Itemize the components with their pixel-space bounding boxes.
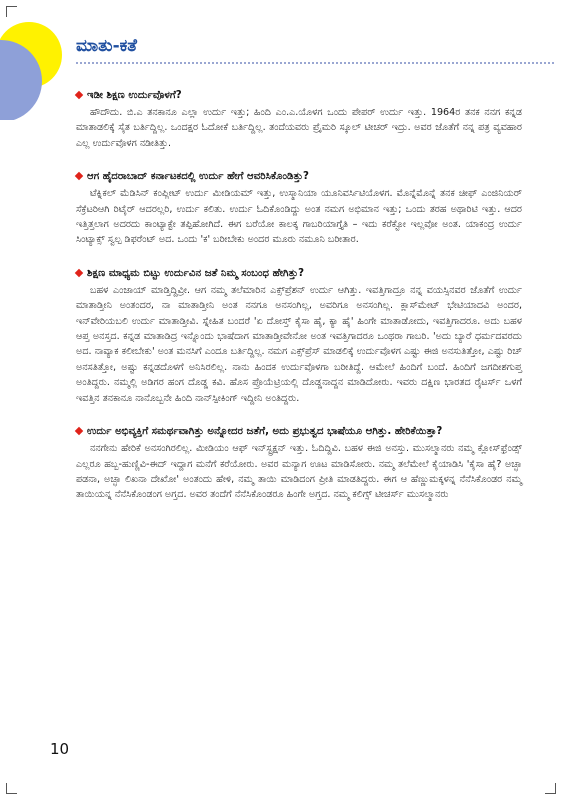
crop-mark-bottom-left	[6, 783, 17, 794]
red-diamond-bullet-icon	[75, 172, 83, 180]
qa-block	[76, 266, 522, 406]
section-title: ಮಾತು-ಕತೆ	[76, 36, 137, 56]
qa-block	[76, 88, 522, 151]
answer-text: ಟೆಕ್ನಿಕಲ್ ಮೆಡಿಸಿನ್ ಕಂಪ್ಲೀಟ್ ಉರ್ದು ಮೀಡಿಯಮ್ ಇತ್ತು, ಉಸ್ಮಾನಿಯಾ ಯೂನಿವರ್ಸಿಟಿಯೊಳಗ. ಮೊನ್ನೆಮೊನ್ನೆ ತನಕ ಚೀಫ್ ಎಂಜಿನಿಯರ್ ಸೆಕ್ರೆಟರಿಆಗಿ ರಿಟೈರ್ ಆದರಲ್ಲರಿ, ಉರ್ದು ಕಲಿತು. ಉರ್ದು ಓದಿಕೊಂಡಿದ್ದು ಅಂತ ನಮಗ ಅಭಿಮಾನ ಇತ್ತು; ಒಂದು ತರಹ ಅಥಾರಿಟಿ ಇತ್ತು. ಆದರ ಇತ್ತಿತ್ತಲಾಗ ಅದರದು ಕಾಂಟ್ಯಾಕ್ಟೇ ತಪ್ಪಿಹೋಗಿದೆ. ಈಗ ಬರೆಯೋ ಕಾಲಕ್ಕ ಗಾಬರಿಯಾಗ್ತೈತಿ – ಇದು ಕರೆಕ್ಟೋ ಇಲ್ಲವೋ ಅಂತ. ಯಾಕಂದ್ರ ಉರ್ದು ಸಿಂಟ್ಯಾಕ್ಸ್ ಸ್ವಲ್ಪ ಡಿಫರೆಂಟ್ ಅದ. ಒಂದು 'ಕ' ಬರೀಬೇಕು ಅಂದರ ಮೂರು ನಮೂನಿ ಬರೀತಾರ.	[76, 188, 522, 246]
answer-text: ಹೌದೌದು. ಬಿ.ಎ ತನಕಾನೂ ಎಲ್ಲಾ ಉರ್ದು ಇತ್ತು; ಹಿಂದಿ ಎಂ.ಎ.ಯೊಳಗ ಒಂದು ಪೇಪರ್ ಉರ್ದು ಇತ್ತು. 1964ರ ತನಕ ನನಗ ಕನ್ನಡ ಮಾತಾಡಲಿಕ್ಕೆ ಸೈತ ಬರ್ತಿದ್ದಿಲ್ಲ. ಒಂದಕ್ಷರ ಓದೋಕೆ ಬರ್ತಿದ್ದಿಲ್ಲ. ತಂದೆಯವರು ಪ್ರೈಮರಿ ಸ್ಕೂಲ್ ಟೀಚರ್ ಇದ್ರು. ಅವರ ಜೊತೆಗೆ ನನ್ನ ಪತ್ರ ವ್ಯವಹಾರ ಎಲ್ಲ ಉರ್ದುವೊಳಗ ನಡೀತಿತ್ತು.	[76, 107, 522, 149]
red-diamond-bullet-icon	[75, 427, 83, 435]
question-text: ಆಗ ಹೈದರಾಬಾದ್ ಕರ್ನಾಟಕದಲ್ಲಿ ಉರ್ದು ಹೇಗೆ ಆವರಿಸಿಕೊಂಡಿತ್ತು?	[87, 171, 309, 183]
answer-text: ಬಹಳ ಎಂಜಾಯ್ ಮಾಡ್ತಿದ್ದಿವ್ರೀ. ಆಗ ನಮ್ಮ ತಲೆಮಾರಿನ ಎಕ್ಸ್‌ಪ್ರೆಶನ್ ಉರ್ದು ಆಗಿತ್ತು. ಇವತ್ತಿಗಾದ್ರೂ ನನ್ನ ವಯಸ್ಸಿನವರ ಜೊತೆಗೆ ಉರ್ದು ಮಾತಾಡ್ತೀನಿ ಅಂತಂದರ, ನಾ ಮಾತಾಡ್ತೀನಿ ಅಂತ ನನಗೂ ಅನಸಂಗಿಲ್ಲ, ಅವರಿಗೂ ಅನಸಂಗಿಲ್ಲ. ಕ್ಲಾಸ್‌ಮೇಟ್ ಭೇಟಿಯಾದವಿ ಅಂದರ, ಇನ್‌ವೇರಿಯಬಲಿ ಉರ್ದು ಮಾತಾಡ್ತೀವಿ. ಸ್ನೇಹಿತ ಬಂದರೆ 'ಏ ದೋಸ್ತ್ ಕೈಸಾ ಹೈ, ಕ್ಯಾ ಹೈ' ಹಿಂಗೇ ಮಾತಾಡೋದು, ಇವತ್ತಿಗಾದರೂ. ಅದು ಬಹಳ ಆಪ್ತ ಅನಸ್ತದ. ಕನ್ನಡ ಮಾತಾಡಿದ್ರ ಇನ್ನೊಂದು ಭಾಷೆದಾಗ ಮಾತಾಡ್ತೀವೇನೋ ಅಂತ ಇವತ್ತಿಗಾದರೂ ಒಂಥರಾ ಗಾಬರಿ. 'ಅದು ಬ್ಯಾರೆ ಧರ್ಮದವರದು ಅದ. ನಾವ್ಯಾಕ ಕಲೀಬೇಕು' ಅಂತ ಮನಸಿಗೆ ಎಂದೂ ಬರ್ತಿದ್ದಿಲ್ಲ. ನಮಗ ಎಕ್ಸ್‌ಪ್ರೆಸ್ ಮಾಡಲಿಕ್ಕೆ ಉರ್ದುವೊಳಗ ಎಷ್ಟು ಈಜಿ ಅನಸುತಿತ್ತೋ, ಎಷ್ಟು ರಿಚ್ ಅನಸತಿತ್ತೋ, ಅಷ್ಟು ಕನ್ನಡದೊಳಗೆ ಅನಿಸಿರಲಿಲ್ಲ. ನಾನು ಹಿಂದಕ ಉರ್ದುವೊಳಗಾ ಬರೀತಿದ್ದೆ. ಆಮೇಲೆ ಹಿಂದಿಗೆ ಬಂದೆ. ಹಿಂದಿಗೆ ಜಗದೀಶಗುಪ್ತ ಅಂತಿದ್ದರು. ನಮ್ಮಲ್ಲಿ ಅಡಿಗರ ಹಂಗ ದೊಡ್ಡ ಕವಿ. ಹೊಸ ಪ್ರೊಯೆಟ್ರಿಯಲ್ಲಿ ದೊಡ್ಡನಾದ್ದನ ಮಾಡಿದೋರು. ಇವರು ದಕ್ಷಿಣ ಭಾರತದ ರೈಟರ್ಸ್ ಒಳಗೆ ಇವತ್ತಿನ ತನಕಾನೂ ನಾನೊಬ್ಬನೇ ಹಿಂದಿ ನಾನ್‌ಸ್ಪೀಕಿಂಗ್ ಇದ್ದೀನಿ ಅಂತಿದ್ದರು.	[76, 284, 522, 404]
red-diamond-bullet-icon	[75, 91, 83, 99]
answer-text: ನನಗೇನು ಹೇರಿಕೆ ಅನಸಂಗಿರಲಿಲ್ಲ. ಮೀಡಿಯಂ ಆಫ್ ಇನ್‌ಸ್ಟ್ರಕ್ಷನ್ ಇತ್ತು. ಓದಿದ್ದಿವಿ. ಬಹಳ ಈಜಿ ಅನಸ್ತು. ಮುಸಲ್ಮಾನರು ನಮ್ಮ ಕ್ಲೋಸ್‌ಫ್ರೆಂಡ್ಸ್ ಎಲ್ಲರೂ ಹಬ್ಬ-ಹುಣ್ಣಿವಿ-ಈದ್ ಇದ್ದಾಗ ಮನೆಗೆ ಕರೆಯೋರು. ಅವರ ಮನ್ಯಾಗ ಊಟ ಮಾಡಿಸೋರು. ನಮ್ಮ ತಲೆಮೇಲೆ ಕೈಯಾಡಿಸಿ 'ಕೈಸಾ ಹೈ? ಅಚ್ಛಾ ಪಡನಾ, ಅಚ್ಛಾ ಲಿಖನಾ ದೇಖೋ' ಅಂತಂದು ಹೇಳಿ, ನಮ್ಮ ತಾಯಿ ಮಾಡಿದಂಗ ಪ್ರೀತಿ ಮಾಡತಿದ್ದರು. ಈಗ ಆ ಹೆಣ್ಣುಮಕ್ಕಳನ್ನ ನೆನೆಸಿಕೊಂಡರ ನಮ್ಮ ತಾಯಿಯನ್ನ ನೆನೆಸಿಕೊಂಡಂಗ ಅಗ್ತದ. ಅವರ ತಂದೆಗೆ ನೆನೆಸಿಕೊಂಡರೂ ಹಿಂಗೇ ಅಗ್ತದ. ನಮ್ಮ ಕಲಿಗ್ಸ್ ಟೀಚರ್ಸ್ ಮುಸಲ್ಮಾನರು	[76, 443, 522, 501]
question	[76, 266, 522, 281]
question-text: ಇಡೀ ಶಿಕ್ಷಣ ಉರ್ದುವೊಳಗೆ?	[87, 90, 182, 101]
interview-content	[76, 88, 522, 521]
question-text: ಶಿಕ್ಷಣ ಮಾಧ್ಯಮ ಬಿಟ್ಟು ಉರ್ದುವಿನ ಜತೆ ನಿಮ್ಮ ಸಂಬಂಧ ಹೇಗಿತ್ತು?	[87, 267, 305, 279]
question	[76, 424, 522, 439]
question	[76, 88, 522, 103]
question	[76, 169, 522, 184]
dotted-divider	[76, 62, 554, 64]
red-diamond-bullet-icon	[75, 269, 83, 277]
question-text: ಉರ್ದು ಅಭಿವ್ಯಕ್ತಿಗೆ ಸಮರ್ಥವಾಗಿತ್ತು ಅನ್ನೋದರ ಜತೆಗೆ, ಅದು ಪ್ರಭುತ್ವದ ಭಾಷೆಯೂ ಆಗಿತ್ತು. ಹೇರಿಕೆಯಿತ್ತಾ?	[87, 426, 443, 438]
page-number: 10	[50, 740, 70, 758]
qa-block	[76, 424, 522, 503]
crop-mark-bottom-right	[545, 783, 556, 794]
qa-block	[76, 169, 522, 248]
